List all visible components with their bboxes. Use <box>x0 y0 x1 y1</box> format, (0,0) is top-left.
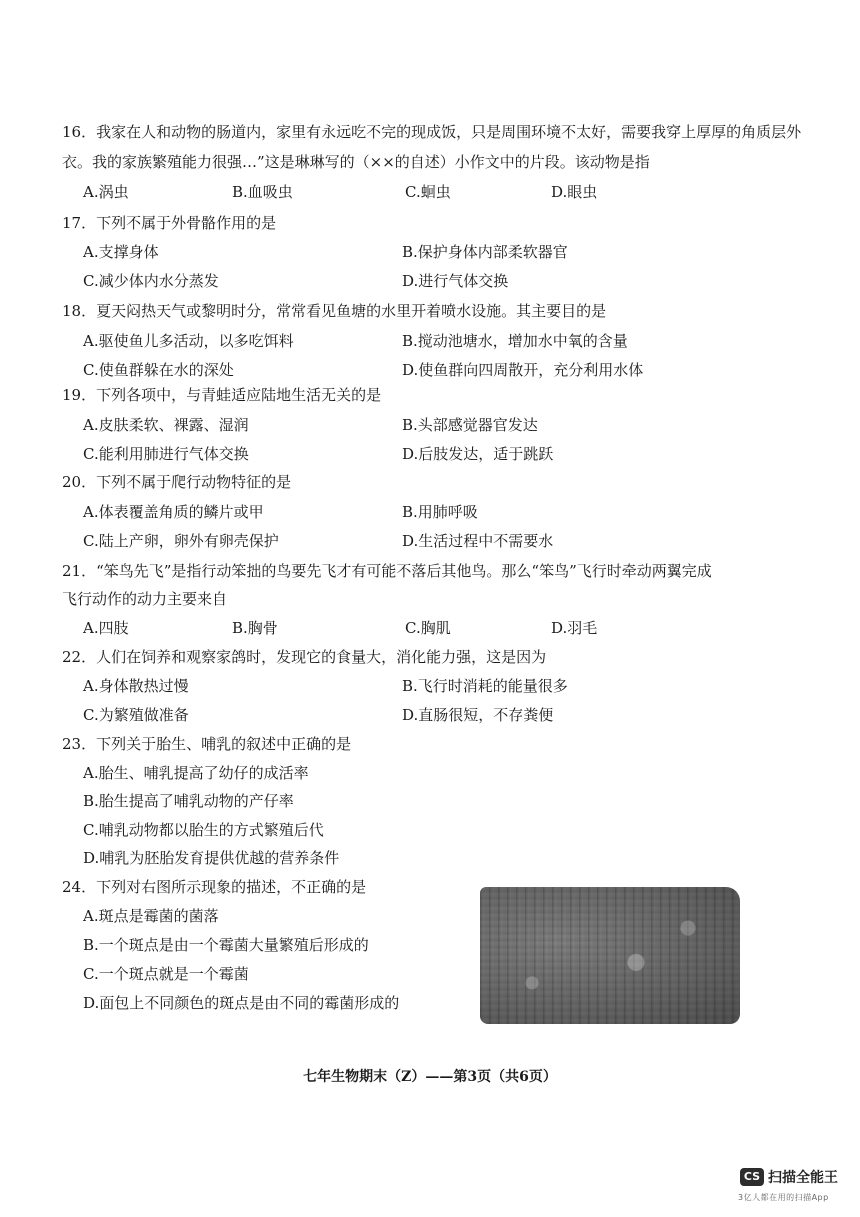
q19-option-d: D.后肢发达，适于跳跃 <box>402 445 554 463</box>
q17-option-b: B.保护身体内部柔软器官 <box>402 243 568 261</box>
question-21-stem-continued: 飞行动作的动力主要来自 <box>62 590 228 608</box>
q22-option-b: B.飞行时消耗的能量很多 <box>402 677 568 695</box>
q18-option-c: C.使鱼群躲在水的深处 <box>83 361 234 379</box>
q21-option-a: A.四肢 <box>83 619 129 637</box>
q16-option-a: A.涡虫 <box>83 183 129 201</box>
q17-option-d: D.进行气体交换 <box>402 272 509 290</box>
q16-option-d: D.眼虫 <box>551 183 598 201</box>
q17-option-a: A.支撑身体 <box>83 243 159 261</box>
q21-option-d: D.羽毛 <box>551 619 598 637</box>
question-19-stem: 19．下列各项中，与青蛙适应陆地生活无关的是 <box>62 386 382 404</box>
q16-option-c: C.蛔虫 <box>405 183 451 201</box>
q19-option-b: B.头部感觉器官发达 <box>402 416 538 434</box>
question-18-stem: 18．夏天闷热天气或黎明时分，常常看见鱼塘的水里开着喷水设施。其主要目的是 <box>62 302 607 320</box>
camscanner-logo-icon: CS <box>740 1168 764 1186</box>
q16-option-b: B.血吸虫 <box>232 183 293 201</box>
question-16-stem: 16．我家在人和动物的肠道内，家里有永远吃不完的现成饭，只是周围环境不太好，需要我穿上厚厚的角质层外衣。我的家族繁殖能力很强…”这是琳琳写的（××的自述）小作文中的片段。该动物是指 <box>62 123 802 171</box>
q24-option-c: C.一个斑点就是一个霉菌 <box>83 965 249 983</box>
q19-option-a: A.皮肤柔软、裸露、湿润 <box>83 416 249 434</box>
q23-option-d: D.哺乳为胚胎发育提供优越的营养条件 <box>83 849 340 867</box>
camscanner-name: 扫描全能王 <box>768 1170 838 1186</box>
question-20-stem: 20．下列不属于爬行动物特征的是 <box>62 473 292 491</box>
q19-option-c: C.能利用肺进行气体交换 <box>83 445 249 463</box>
q20-option-b: B.用肺呼吸 <box>402 503 478 521</box>
q20-option-a: A.体表覆盖角质的鳞片或甲 <box>83 503 264 521</box>
question-17-stem: 17．下列不属于外骨骼作用的是 <box>62 214 277 232</box>
q23-option-b: B.胎生提高了哺乳动物的产仔率 <box>83 792 294 810</box>
q23-option-a: A.胎生、哺乳提高了幼仔的成活率 <box>83 764 309 782</box>
q23-option-c: C.哺乳动物都以胎生的方式繁殖后代 <box>83 821 324 839</box>
question-21-stem: 21．“笨鸟先飞”是指行动笨拙的鸟要先飞才有可能不落后其他鸟。那么“笨鸟”飞行时牵动两翼完成 <box>62 562 712 580</box>
page-footer: 七年生物期末（Z）——第3页（共6页） <box>303 1069 557 1085</box>
question-22-stem: 22．人们在饲养和观察家鸽时，发现它的食量大，消化能力强，这是因为 <box>62 648 547 666</box>
q22-option-d: D.直肠很短，不存粪便 <box>402 706 554 724</box>
q17-option-c: C.减少体内水分蒸发 <box>83 272 219 290</box>
question-23-stem: 23．下列关于胎生、哺乳的叙述中正确的是 <box>62 735 352 753</box>
q21-option-b: B.胸骨 <box>232 619 278 637</box>
q20-option-c: C.陆上产卵，卵外有卵壳保护 <box>83 532 279 550</box>
q18-option-d: D.使鱼群向四周散开，充分利用水体 <box>402 361 644 379</box>
q20-option-d: D.生活过程中不需要水 <box>402 532 554 550</box>
q24-option-d: D.面包上不同颜色的斑点是由不同的霉菌形成的 <box>83 994 400 1012</box>
q24-option-a: A.斑点是霉菌的菌落 <box>83 907 219 925</box>
moldy-bread-photo <box>480 887 740 1024</box>
camscanner-subtitle: 3亿人都在用的扫描App <box>738 1193 829 1202</box>
q22-option-c: C.为繁殖做准备 <box>83 706 189 724</box>
q24-option-b: B.一个斑点是由一个霉菌大量繁殖后形成的 <box>83 936 369 954</box>
q18-option-a: A.驱使鱼儿多活动，以多吃饵料 <box>83 332 294 350</box>
q22-option-a: A.身体散热过慢 <box>83 677 189 695</box>
q18-option-b: B.搅动池塘水，增加水中氧的含量 <box>402 332 628 350</box>
q21-option-c: C.胸肌 <box>405 619 451 637</box>
question-24-stem: 24．下列对右图所示现象的描述，不正确的是 <box>62 878 367 896</box>
